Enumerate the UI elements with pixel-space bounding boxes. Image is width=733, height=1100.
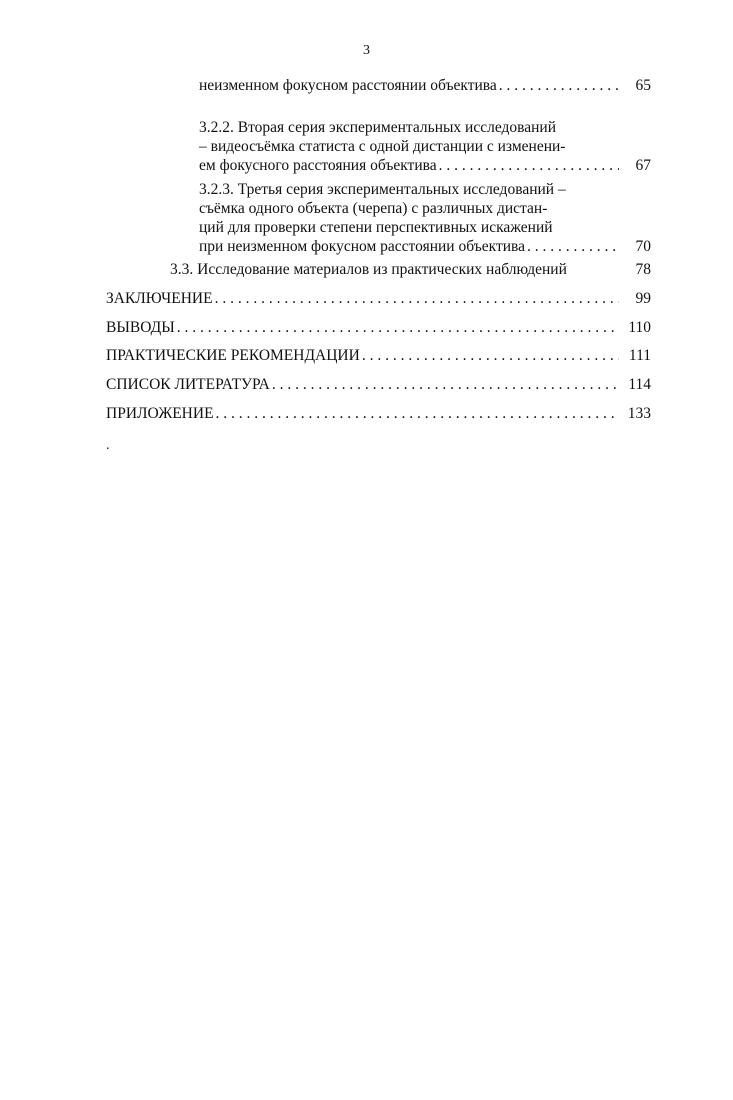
toc-entry-text: – видеосъёмка статиста с одной дистанции с изменени- [199, 138, 566, 155]
toc-page-number: 70 [635, 238, 651, 255]
toc-entry-continuation [199, 76, 651, 95]
dot-leader [362, 346, 619, 365]
toc-entry-text: ПРИЛОЖЕНИЕ [106, 405, 214, 422]
toc-page-number: 99 [635, 290, 651, 307]
dot-leader [216, 404, 619, 423]
dot-leader [499, 76, 619, 95]
toc-entry-text: ем фокусного расстояния объектива [199, 157, 437, 174]
toc-entry-text: 3.3. Исследование материалов из практических наблюдений [170, 261, 567, 278]
dot-leader [527, 237, 619, 256]
toc-page-number: 110 [628, 319, 651, 336]
toc-page-number: 65 [635, 77, 651, 94]
toc-entry-text: ций для проверки степени перспективных искажений [199, 219, 553, 236]
toc-entry-text: СПИСОК ЛИТЕРАТУРА [106, 376, 270, 393]
toc-entry-conclusion [106, 289, 651, 308]
toc-entry-findings [106, 318, 651, 337]
toc-page-number: 78 [635, 261, 651, 278]
toc-entry-text: 3.2.3. Третья серия экспериментальных исследований – [199, 181, 566, 198]
toc-entry-3-2-3 [199, 180, 651, 256]
dot-leader [439, 156, 619, 175]
toc-entry-3-3 [170, 260, 651, 279]
toc-entry-appendix [106, 404, 651, 423]
stray-mark: . [106, 438, 110, 453]
toc-entry-text: съёмка одного объекта (черепа) с различных дистан- [199, 200, 548, 217]
toc-entry-3-2-2 [199, 118, 651, 175]
toc-entry-recommendations [106, 346, 651, 365]
toc-entry-text: ПРАКТИЧЕСКИЕ РЕКОМЕНДАЦИИ [106, 347, 360, 364]
dot-leader [177, 318, 619, 337]
page-number: 3 [363, 43, 370, 58]
toc-page-number: 114 [628, 376, 651, 393]
toc-entry-text: при неизменном фокусном расстоянии объектива [199, 238, 526, 255]
toc-entry-text: ЗАКЛЮЧЕНИЕ [106, 290, 213, 307]
dot-leader [215, 289, 619, 308]
toc-page-number: 111 [628, 347, 651, 364]
toc-entry-text: ВЫВОДЫ [106, 319, 175, 336]
toc-page-number: 133 [627, 405, 651, 422]
toc-page-number: 67 [635, 157, 651, 174]
toc-entry-text: 3.2.2. Вторая серия экспериментальных исследований [199, 119, 557, 136]
toc-entry-text: неизменном фокусном расстоянии объектива [199, 77, 497, 94]
dot-leader [272, 375, 619, 394]
toc-entry-references [106, 375, 651, 394]
